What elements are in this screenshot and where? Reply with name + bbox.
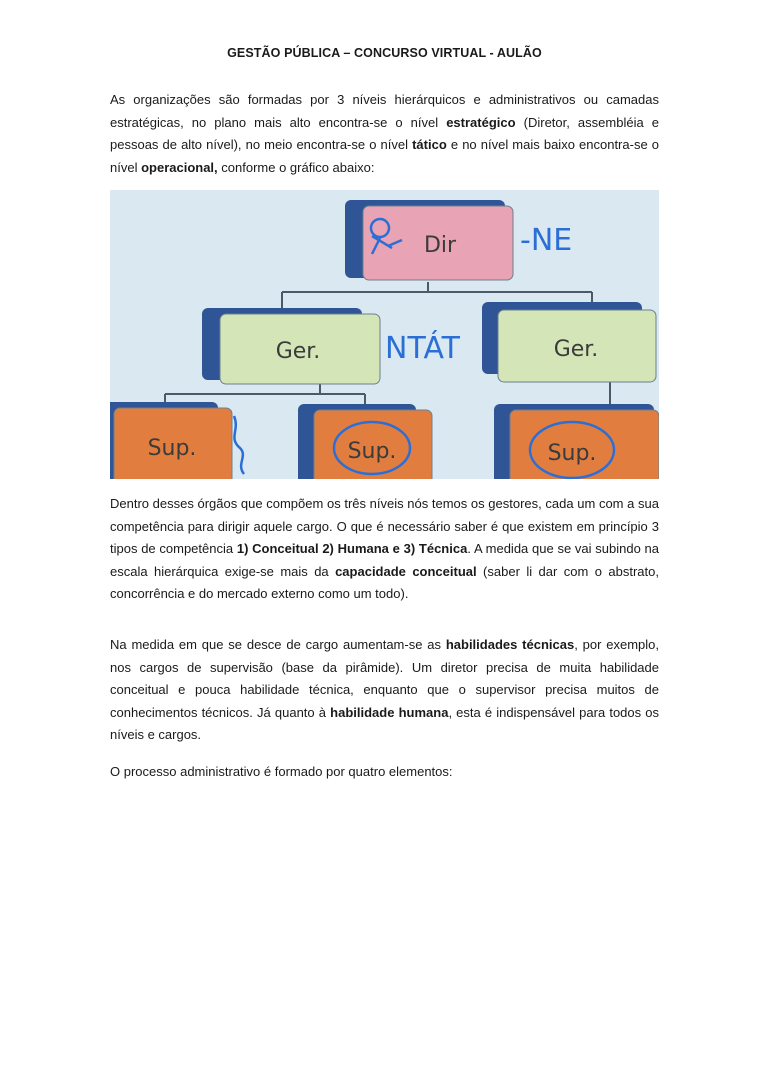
document-title: GESTÃO PÚBLICA – CONCURSO VIRTUAL - AULÃO (227, 46, 542, 60)
bold-term-habilidade-humana: habilidade humana (330, 704, 449, 720)
org-chart-photo (110, 190, 659, 479)
org-chart-svg (110, 190, 659, 479)
bold-term-operacional: operacional, (141, 159, 218, 175)
annotation-ntat: NTÁT (385, 331, 460, 366)
text-span: O processo administrativo é formado por quatro elementos: (110, 764, 453, 779)
bold-term-capacidade-conceitual: capacidade conceitual (335, 563, 477, 579)
bold-term-estrategico: estratégico (446, 114, 516, 130)
sup-3-label: Sup. (547, 441, 597, 466)
text-span: , por exemplo, nos cargos de supervisão (base da pirâmide). Um diretor precisa de muita habilidade conceitual e pouca habilidade técnica, enquanto que o supervisor precisa muitos de conhecimentos técnicos. Já quanto à (110, 637, 659, 720)
paragraph-skills (110, 634, 659, 747)
text-span: e no nível mais baixo encontra-se o nível (110, 137, 659, 175)
text-span: Na medida em que se desce de cargo aumentam-se as (110, 637, 446, 652)
paragraph-process (110, 761, 659, 784)
text-span: (saber li dar com o abstrato, concorrência e do mercado externo como um todo). (110, 563, 659, 601)
paragraph-levels (110, 89, 659, 179)
text-span: , esta é indispensável para todos os níveis e cargos. (110, 704, 659, 742)
sup-2-label: Sup. (347, 439, 397, 464)
ger-left-label: Ger. (275, 339, 321, 364)
bold-term-tatico: tático (412, 137, 447, 152)
text-span: (Diretor, assembléia e pessoas de alto nível), no meio encontra-se o nível (110, 114, 659, 152)
scribble-mark (234, 416, 244, 474)
ger-right-label: Ger. (553, 337, 599, 362)
text-span: . A medida que se vai subindo na escala hierárquica exige-se mais da (110, 541, 660, 579)
sup-1-label: Sup. (147, 436, 197, 461)
dir-label: Dir (423, 233, 457, 258)
text-span: conforme o gráfico abaixo: (217, 159, 375, 175)
text-span: Dentro desses órgãos que compõem os três níveis nós temos os gestores, cada um com a sua competência para dirigir aquele cargo. O que é necessário saber é que existem em princípio 3 tipos de competência (110, 496, 659, 556)
bold-term-competencias: 1) Conceitual 2) Humana e 3) Técnica (236, 541, 468, 556)
annotation-ne: -NE (520, 223, 573, 258)
bold-term-habilidades-tecnicas: habilidades técnicas (445, 637, 575, 652)
paragraph-competencies (110, 493, 659, 606)
text-span: As organizações são formadas por 3 níveis hierárquicos e administrativos ou camadas estratégicas, no plano mais alto encontra-se o nível (110, 92, 659, 130)
